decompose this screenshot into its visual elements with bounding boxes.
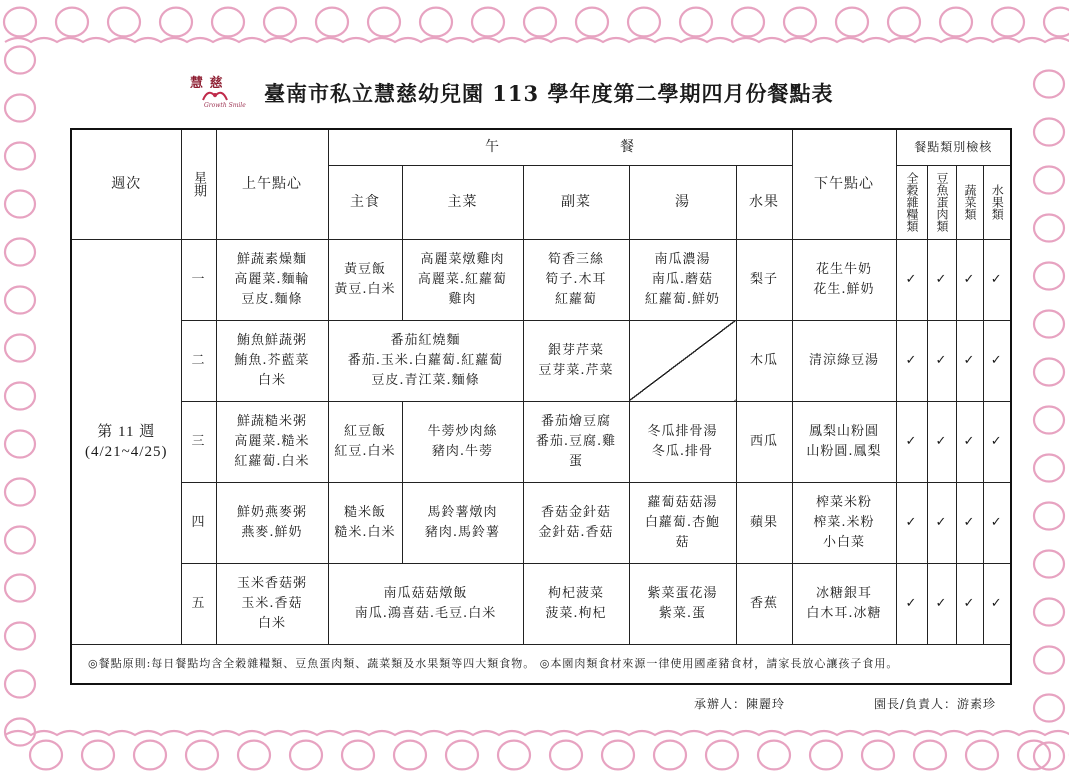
- afternoon-snack-cell: 鳳梨山粉圓 山粉圓.鳳梨: [792, 401, 896, 482]
- morning-snack-cell: 鮮蔬糙米粥 高麗菜.糙米 紅蘿蔔.白米: [216, 401, 328, 482]
- border-loop-right: [1034, 599, 1064, 626]
- border-loop-top: [836, 8, 868, 37]
- staple-cell: 糙米飯 糙米.白米: [328, 482, 402, 563]
- border-loop-top: [212, 8, 244, 37]
- border-loop-top: [992, 8, 1024, 37]
- fruit-header: 水果: [736, 165, 792, 239]
- border-loop-top: [316, 8, 348, 37]
- border-loop-bottom: [1018, 741, 1050, 770]
- border-loop-top: [420, 8, 452, 37]
- afternoon-snack-cell: 榨菜米粉 榨菜.米粉 小白菜: [792, 482, 896, 563]
- border-loop-left: [5, 239, 35, 266]
- border-loop-top: [888, 8, 920, 37]
- check-mark: ✓: [956, 239, 983, 320]
- check-mark: ✓: [896, 563, 927, 644]
- border-loop-top: [368, 8, 400, 37]
- border-loop-right: [1034, 695, 1064, 722]
- border-loop-bottom: [446, 741, 478, 770]
- border-loop-left: [5, 191, 35, 218]
- border-loop-bottom: [810, 741, 842, 770]
- main-dish-header: 主菜: [402, 165, 523, 239]
- weekday-cell: 二: [181, 320, 216, 401]
- logo-text: 慧 慈: [190, 76, 224, 91]
- border-loop-right: [1034, 743, 1064, 770]
- border-loop-right: [1034, 455, 1064, 482]
- border-wave-bottom: [5, 731, 1069, 735]
- border-loop-right: [1034, 503, 1064, 530]
- soup-cell: 蘿蔔菇菇湯 白蘿蔔.杏鮑 菇: [629, 482, 736, 563]
- check-mark: ✓: [927, 482, 956, 563]
- border-loop-top: [784, 8, 816, 37]
- border-loop-top: [264, 8, 296, 37]
- border-loop-top: [108, 8, 140, 37]
- border-loop-bottom: [654, 741, 686, 770]
- border-loop-bottom: [706, 741, 738, 770]
- border-loop-bottom: [238, 741, 270, 770]
- border-loop-left: [5, 335, 35, 362]
- table-row: [71, 482, 1011, 563]
- border-loop-left: [5, 383, 35, 410]
- morning-snack-header: 上午點心: [216, 129, 328, 239]
- border-loop-right: [1034, 71, 1064, 98]
- check-veg-header: 蔬菜類: [956, 165, 983, 239]
- check-mark: ✓: [927, 239, 956, 320]
- border-loop-bottom: [758, 741, 790, 770]
- border-loop-right: [1034, 647, 1064, 674]
- fruit-cell: 蘋果: [736, 482, 792, 563]
- border-loop-top: [1044, 8, 1069, 37]
- afternoon-snack-cell: 花生牛奶 花生.鮮奶: [792, 239, 896, 320]
- border-loop-left: [5, 575, 35, 602]
- weekday-cell: 三: [181, 401, 216, 482]
- border-loop-bottom: [602, 741, 634, 770]
- weekday-header: 星期: [181, 129, 216, 239]
- border-loop-top: [940, 8, 972, 37]
- soup-cell: 紫菜蛋花湯 紫菜.蛋: [629, 563, 736, 644]
- border-loop-top: [628, 8, 660, 37]
- check-grain-header: 全穀雜糧類: [896, 165, 927, 239]
- check-mark: ✓: [983, 239, 1011, 320]
- table-row: [71, 563, 1011, 644]
- check-mark: ✓: [983, 401, 1011, 482]
- border-loop-top: [4, 8, 36, 37]
- border-loop-bottom: [966, 741, 998, 770]
- border-loop-right: [1034, 119, 1064, 146]
- afternoon-snack-header: 下午點心: [792, 129, 896, 239]
- check-mark: ✓: [927, 320, 956, 401]
- border-loop-left: [5, 95, 35, 122]
- check-mark: ✓: [896, 482, 927, 563]
- staple-header: 主食: [328, 165, 402, 239]
- border-loop-bottom: [82, 741, 114, 770]
- menu-note: ◎餐點原則:每日餐點均含全穀雜糧類、豆魚蛋肉類、蔬菜類及水果類等四大類食物。 ◎本園肉類食材來源一律使用國產豬食材，請家長放心讓孩子食用。: [71, 644, 1011, 684]
- staple-cell: 紅豆飯 紅豆.白米: [328, 401, 402, 482]
- border-loop-right: [1034, 311, 1064, 338]
- title-row: [190, 72, 890, 114]
- border-loop-bottom: [290, 741, 322, 770]
- organizer-signature: 承辦人：陳麗玲: [694, 697, 786, 711]
- border-loop-left: [5, 287, 35, 314]
- side-dish-header: 副菜: [523, 165, 629, 239]
- weekday-cell: 一: [181, 239, 216, 320]
- check-header: 餐點類別檢核: [896, 129, 1011, 165]
- side-dish-cell: 銀芽芹菜 豆芽菜.芹菜: [523, 320, 629, 401]
- week-header: 週次: [71, 129, 181, 239]
- main-dish-cell: 高麗菜燉雞肉 高麗菜.紅蘿蔔 雞肉: [402, 239, 523, 320]
- border-loop-left: [5, 431, 35, 458]
- main-dish-cell: 馬鈴薯燉肉 豬肉.馬鈴薯: [402, 482, 523, 563]
- morning-snack-cell: 鮮蔬素燥麵 高麗菜.麵輪 豆皮.麵條: [216, 239, 328, 320]
- table-row: [71, 239, 1011, 320]
- border-loop-left: [5, 143, 35, 170]
- border-loop-bottom: [342, 741, 374, 770]
- fruit-cell: 梨子: [736, 239, 792, 320]
- border-loop-top: [160, 8, 192, 37]
- border-wave-top: [5, 38, 1069, 42]
- border-loop-left: [5, 47, 35, 74]
- border-loop-top: [576, 8, 608, 37]
- director-signature: 園長/負責人：游素珍: [874, 697, 997, 711]
- lunch-header: 午 餐: [328, 129, 792, 165]
- border-loop-left: [5, 719, 35, 746]
- border-loop-top: [56, 8, 88, 37]
- border-loop-right: [1034, 167, 1064, 194]
- table-row: [71, 401, 1011, 482]
- border-loop-top: [680, 8, 712, 37]
- border-loop-left: [5, 623, 35, 650]
- border-loop-top: [524, 8, 556, 37]
- fruit-cell: 香蕉: [736, 563, 792, 644]
- side-dish-cell: 香菇金針菇 金針菇.香菇: [523, 482, 629, 563]
- soup-cell: 南瓜濃湯 南瓜.蘑菇 紅蘿蔔.鮮奶: [629, 239, 736, 320]
- border-loop-bottom: [914, 741, 946, 770]
- border-loop-left: [5, 671, 35, 698]
- border-loop-bottom: [862, 741, 894, 770]
- soup-header: 湯: [629, 165, 736, 239]
- check-mark: ✓: [896, 320, 927, 401]
- border-loop-bottom: [186, 741, 218, 770]
- border-loop-top: [732, 8, 764, 37]
- border-loop-left: [5, 479, 35, 506]
- border-loop-right: [1034, 551, 1064, 578]
- border-loop-bottom: [134, 741, 166, 770]
- logo-subtitle: Growth Smile: [204, 102, 246, 109]
- morning-snack-cell: 鮮奶燕麥粥 燕麥.鮮奶: [216, 482, 328, 563]
- menu-table: [70, 128, 1012, 685]
- border-loop-right: [1034, 407, 1064, 434]
- check-fruit-header: 水果類: [983, 165, 1011, 239]
- border-loop-top: [472, 8, 504, 37]
- school-logo: [190, 72, 248, 114]
- border-loop-bottom: [550, 741, 582, 770]
- border-loop-bottom: [30, 741, 62, 770]
- check-mark: ✓: [983, 563, 1011, 644]
- staple-cell: 黃豆飯 黃豆.白米: [328, 239, 402, 320]
- morning-snack-cell: 鮪魚鮮蔬粥 鮪魚.芥藍菜 白米: [216, 320, 328, 401]
- table-row: [71, 320, 1011, 401]
- border-loop-bottom: [498, 741, 530, 770]
- check-mark: ✓: [956, 482, 983, 563]
- side-dish-cell: 番茄燴豆腐 番茄.豆腐.雞 蛋: [523, 401, 629, 482]
- soup-cell: 冬瓜排骨湯 冬瓜.排骨: [629, 401, 736, 482]
- check-mark: ✓: [896, 401, 927, 482]
- side-dish-cell: 枸杞菠菜 菠菜.枸杞: [523, 563, 629, 644]
- main-dish-cell: 牛蒡炒肉絲 豬肉.牛蒡: [402, 401, 523, 482]
- border-loop-bottom: [394, 741, 426, 770]
- check-mark: ✓: [983, 320, 1011, 401]
- border-loop-right: [1034, 263, 1064, 290]
- check-mark: ✓: [927, 563, 956, 644]
- check-mark: ✓: [983, 482, 1011, 563]
- combined-lunch-cell: 番茄紅燒麵 番茄.玉米.白蘿蔔.紅蘿蔔 豆皮.青江菜.麵條: [328, 320, 523, 401]
- weekday-cell: 五: [181, 563, 216, 644]
- check-mark: ✓: [956, 563, 983, 644]
- check-mark: ✓: [956, 320, 983, 401]
- soup-cell-empty: [629, 320, 736, 401]
- afternoon-snack-cell: 冰糖銀耳 白木耳.冰糖: [792, 563, 896, 644]
- check-protein-header: 豆魚蛋肉類: [927, 165, 956, 239]
- afternoon-snack-cell: 清涼綠豆湯: [792, 320, 896, 401]
- morning-snack-cell: 玉米香菇粥 玉米.香菇 白米: [216, 563, 328, 644]
- check-mark: ✓: [927, 401, 956, 482]
- border-loop-right: [1034, 215, 1064, 242]
- combined-lunch-cell: 南瓜菇菇燉飯 南瓜.鴻喜菇.毛豆.白米: [328, 563, 523, 644]
- page-title: 臺南市私立慧慈幼兒園 113 學年度第二學期四月份餐點表: [264, 81, 834, 106]
- fruit-cell: 西瓜: [736, 401, 792, 482]
- fruit-cell: 木瓜: [736, 320, 792, 401]
- weekday-cell: 四: [181, 482, 216, 563]
- border-loop-right: [1034, 359, 1064, 386]
- week-cell: 第 11 週 (4/21~4/25): [71, 239, 181, 644]
- side-dish-cell: 筍香三絲 筍子.木耳 紅蘿蔔: [523, 239, 629, 320]
- check-mark: ✓: [896, 239, 927, 320]
- check-mark: ✓: [956, 401, 983, 482]
- border-loop-left: [5, 527, 35, 554]
